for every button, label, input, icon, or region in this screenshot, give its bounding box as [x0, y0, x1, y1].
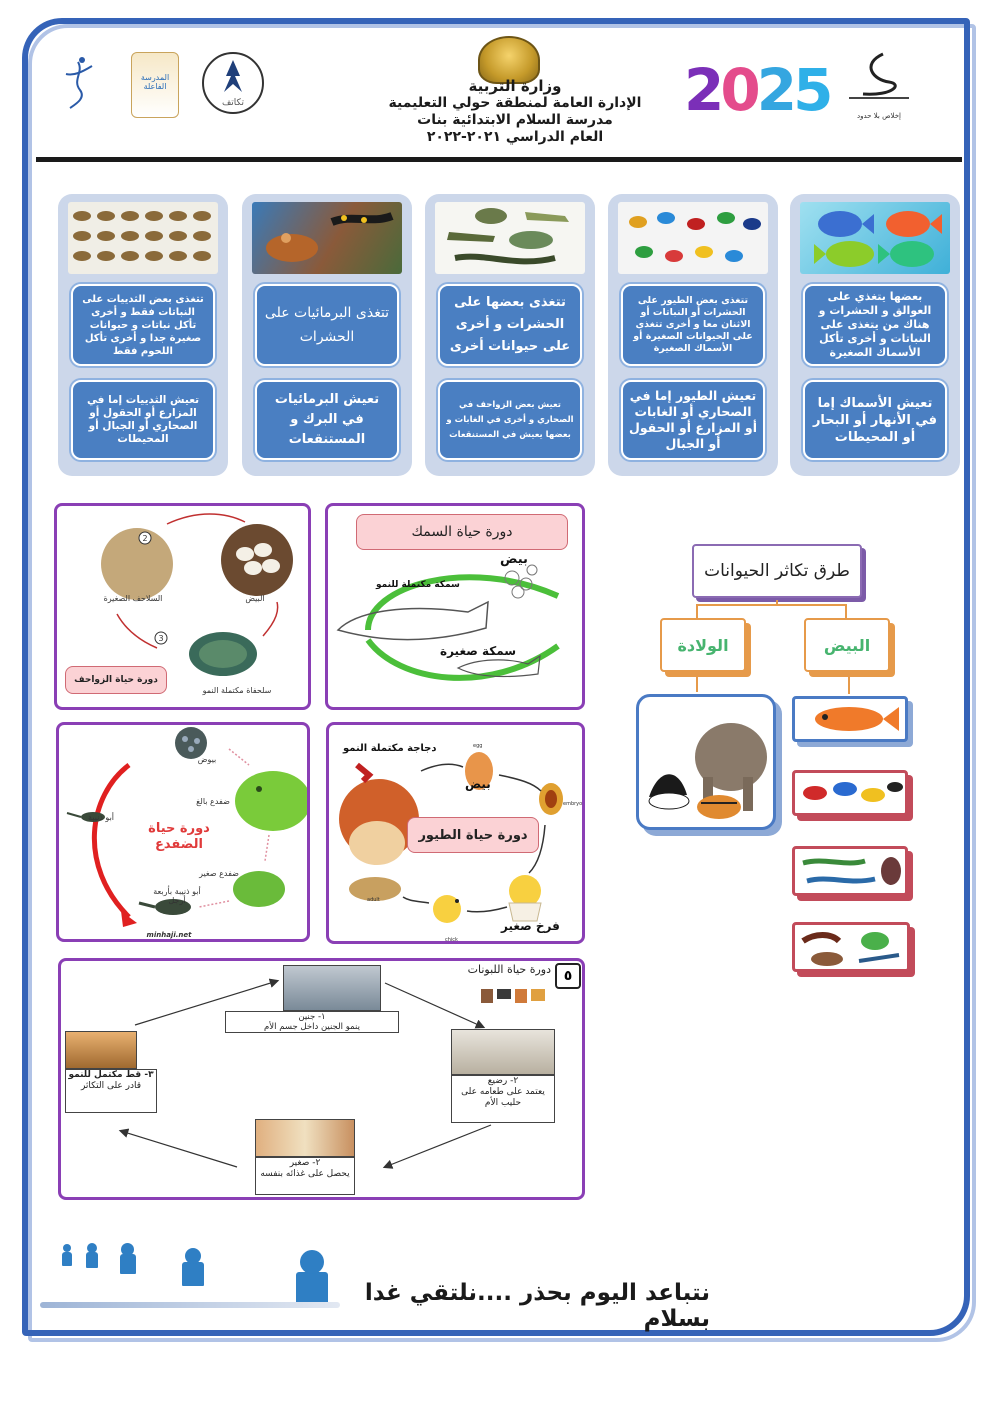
reproduction-title: طرق تكاثر الحيوانات: [692, 544, 862, 598]
adult-cat-box: [65, 1069, 157, 1113]
amphibians-image: [252, 202, 402, 274]
adult-cat-image: [65, 1031, 137, 1069]
person-head-icon: [300, 1250, 324, 1274]
reptiles-feeding-card: تتغذى بعضها على الحشرات و أخرى على حيوانات أخرى: [438, 284, 582, 366]
dancer-logo-icon: [58, 54, 98, 112]
adult-cat-desc: قادر على التكاثر: [80, 1081, 142, 1091]
live-birth-animals-image: [636, 694, 776, 830]
column-fish: [790, 194, 960, 476]
reptiles-habitat-card: تعيش بعض الزواحف في الصحاري و أخرى في الغابات و بعضها يعيش في المستنقعات: [438, 380, 582, 460]
tree-connector: [696, 604, 846, 606]
bird-egg-label: بيض: [465, 777, 491, 791]
ministry-title: [380, 78, 650, 146]
tadpole-label: أبو ذنيبة: [87, 813, 115, 822]
person-icon: [296, 1272, 328, 1304]
fish-feeding-card: بعضها يتغذي على العوالق و الحشرات و هناك من يتغذى على النباتات و أخرى تأكل الأسماك الصغيرة: [803, 284, 947, 366]
footer-slogan: نتباعد اليوم بحذر ....نلتقي غدا بسلام: [364, 1280, 710, 1332]
tree-connector: [696, 676, 698, 692]
animal-groups: [58, 194, 962, 476]
adult-cat-title: ٣- قط مكتمل للنمو: [68, 1070, 154, 1080]
hen-adult-label: دجاجة مكتملة النمو: [343, 743, 437, 754]
egg-fish-image: [792, 696, 908, 742]
person-icon: [182, 1262, 204, 1286]
young-frog-label: ضفدع صغير: [199, 869, 239, 878]
person-icon: [120, 1254, 136, 1274]
newborn-image: [451, 1029, 555, 1075]
chick-label: فرخ صغير: [501, 919, 560, 933]
school-name: مدرسة السلام الابتدائية بنات: [417, 112, 613, 128]
fish-adult-label: سمكة مكتملة للنمو: [376, 580, 460, 590]
branch-eggs: البيض: [804, 618, 890, 672]
branch-birth: الولادة: [660, 618, 746, 672]
fish-young-label: سمكة صغيرة: [440, 644, 517, 658]
directorate-name: الإدارة العامة لمنطقة حولي التعليمية: [388, 95, 642, 111]
mammals-feeding-card: تتغذى بعض الثدييات على النباتات فقط و أخرى تأكل نباتات و حيوانات صغيرة جدا و أخرى تأكل اللحوم فقط: [71, 284, 215, 366]
ministry-name: وزارة التربية: [468, 77, 562, 95]
school-logo-icon: [843, 50, 915, 106]
person-head-icon: [63, 1244, 71, 1252]
kittens-box: [255, 1157, 355, 1195]
fish-cycle-box: [325, 503, 585, 710]
tadpole-legs-label: أبو ذنيبة بأربعة أرجل: [153, 887, 201, 905]
fish-eggs-label: بيض: [500, 552, 528, 567]
person-head-icon: [87, 1243, 97, 1253]
kittens-title: ٢- صغير: [289, 1158, 321, 1168]
reptiles-image: [435, 202, 585, 274]
frog-cycle-title: دورة حياة الضفدع: [148, 821, 210, 852]
reptile-cycle-title: دورة حياة الزواحف: [65, 666, 167, 694]
fish-cycle-title: دورة حياة السمك: [356, 514, 568, 550]
egg-reptiles-image: [792, 846, 908, 896]
tree-connector: [696, 604, 698, 618]
column-reptiles: [425, 194, 595, 476]
effective-school-label: المدرسة الفاعلة: [140, 73, 170, 91]
egg-amphibians-image: [792, 922, 910, 972]
bird-cycle-title: دورة حياة الطيور: [407, 817, 539, 853]
school-year: العام الدراسي ٢٠٢١-٢٠٢٢: [426, 129, 604, 145]
takatuf-logo: [202, 52, 264, 114]
column-mammals: [58, 194, 228, 476]
egg-en-label: egg: [473, 743, 483, 749]
mammals-image: [68, 202, 218, 274]
embryo-en-label: embryo: [563, 801, 583, 807]
fetus-image: [283, 965, 381, 1011]
fetus-box: [225, 1011, 399, 1033]
newborn-title: ٢- رضيع: [487, 1076, 519, 1086]
person-head-icon: [185, 1248, 201, 1264]
header-divider: [36, 157, 962, 162]
footer-base-line: [40, 1302, 340, 1308]
reptile-egg-label: البيض: [245, 594, 265, 603]
reptile-adult-label: سلحفاة مكتملة النمو: [202, 686, 272, 695]
amphibians-habitat-card: تعيش البرمائيات في البرك و المستنقعات: [255, 380, 399, 460]
person-head-icon: [121, 1243, 134, 1256]
adult-frog-label: ضفدع بالغ: [196, 797, 230, 806]
newborn-box: [451, 1075, 555, 1123]
fish-image: [800, 202, 950, 274]
person-icon: [62, 1252, 72, 1266]
egg-birds-image: [792, 770, 908, 816]
takatuf-logo-icon: [204, 54, 262, 98]
logo-2025: 2025: [684, 56, 830, 124]
fetus-desc: ينمو الجنين داخل جسم الأم: [264, 1022, 360, 1032]
tree-connector: [845, 604, 847, 618]
fetus-title: ١- جنين: [298, 1012, 326, 1022]
reptile-cycle-box: [54, 503, 311, 710]
reptile-hatchling-label: السلاحف الصغيرة: [103, 594, 163, 603]
mammal-cycle-box: [58, 958, 585, 1200]
takatuf-label: تكاتف: [221, 98, 245, 108]
chick-en-label: chick: [445, 937, 458, 943]
fish-habitat-card: تعيش الأسماك إما في الأنهار أو البحار أو المحيطات: [803, 380, 947, 460]
birds-image: [618, 202, 768, 274]
kittens-desc: يحصل على غذائه بنفسه: [260, 1169, 350, 1179]
adult-en-label: adult: [367, 897, 380, 903]
mammal-cycle-title: دورة حياة اللبونات: [467, 963, 551, 976]
school-logo-caption: إخلاص بلا حدود: [857, 112, 901, 120]
birds-habitat-card: تعيش الطيور إما في الصحاري أو الغابات أو المزارع أو الحقول أو الجبال: [621, 380, 765, 460]
mammal-step-number: ٥: [555, 963, 581, 989]
frog-site-label: minhaji.net: [146, 931, 192, 939]
kittens-image: [255, 1119, 355, 1157]
tree-connector: [848, 676, 850, 694]
amphibians-feeding-card: تتغذى البرمائيات على الحشرات: [255, 284, 399, 366]
bird-cycle-box: [326, 722, 585, 944]
column-amphibians: [242, 194, 412, 476]
school-logo: [843, 50, 915, 120]
mammals-habitat-card: تعيش الثدييات إما في المزارع أو الحقول أو الصحاري أو الجبال أو المحيطات: [71, 380, 215, 460]
frog-eggs-label: بيوض: [197, 755, 217, 764]
newborn-desc: يعتمد على طعامه على حليب الأم: [461, 1087, 545, 1108]
svg-text:2: 2: [142, 534, 148, 543]
svg-text:3: 3: [158, 634, 164, 643]
birds-feeding-card: تتغذى بعض الطيور على الحشرات أو النباتات أو الاثنان معا و أخرى تتغذى على الحيوانات الصغيرة أو الأسماك الصغيرة: [621, 284, 765, 366]
column-birds: [608, 194, 778, 476]
frog-cycle-box: [56, 722, 310, 942]
person-icon: [86, 1252, 98, 1268]
effective-school-logo: [131, 52, 179, 118]
